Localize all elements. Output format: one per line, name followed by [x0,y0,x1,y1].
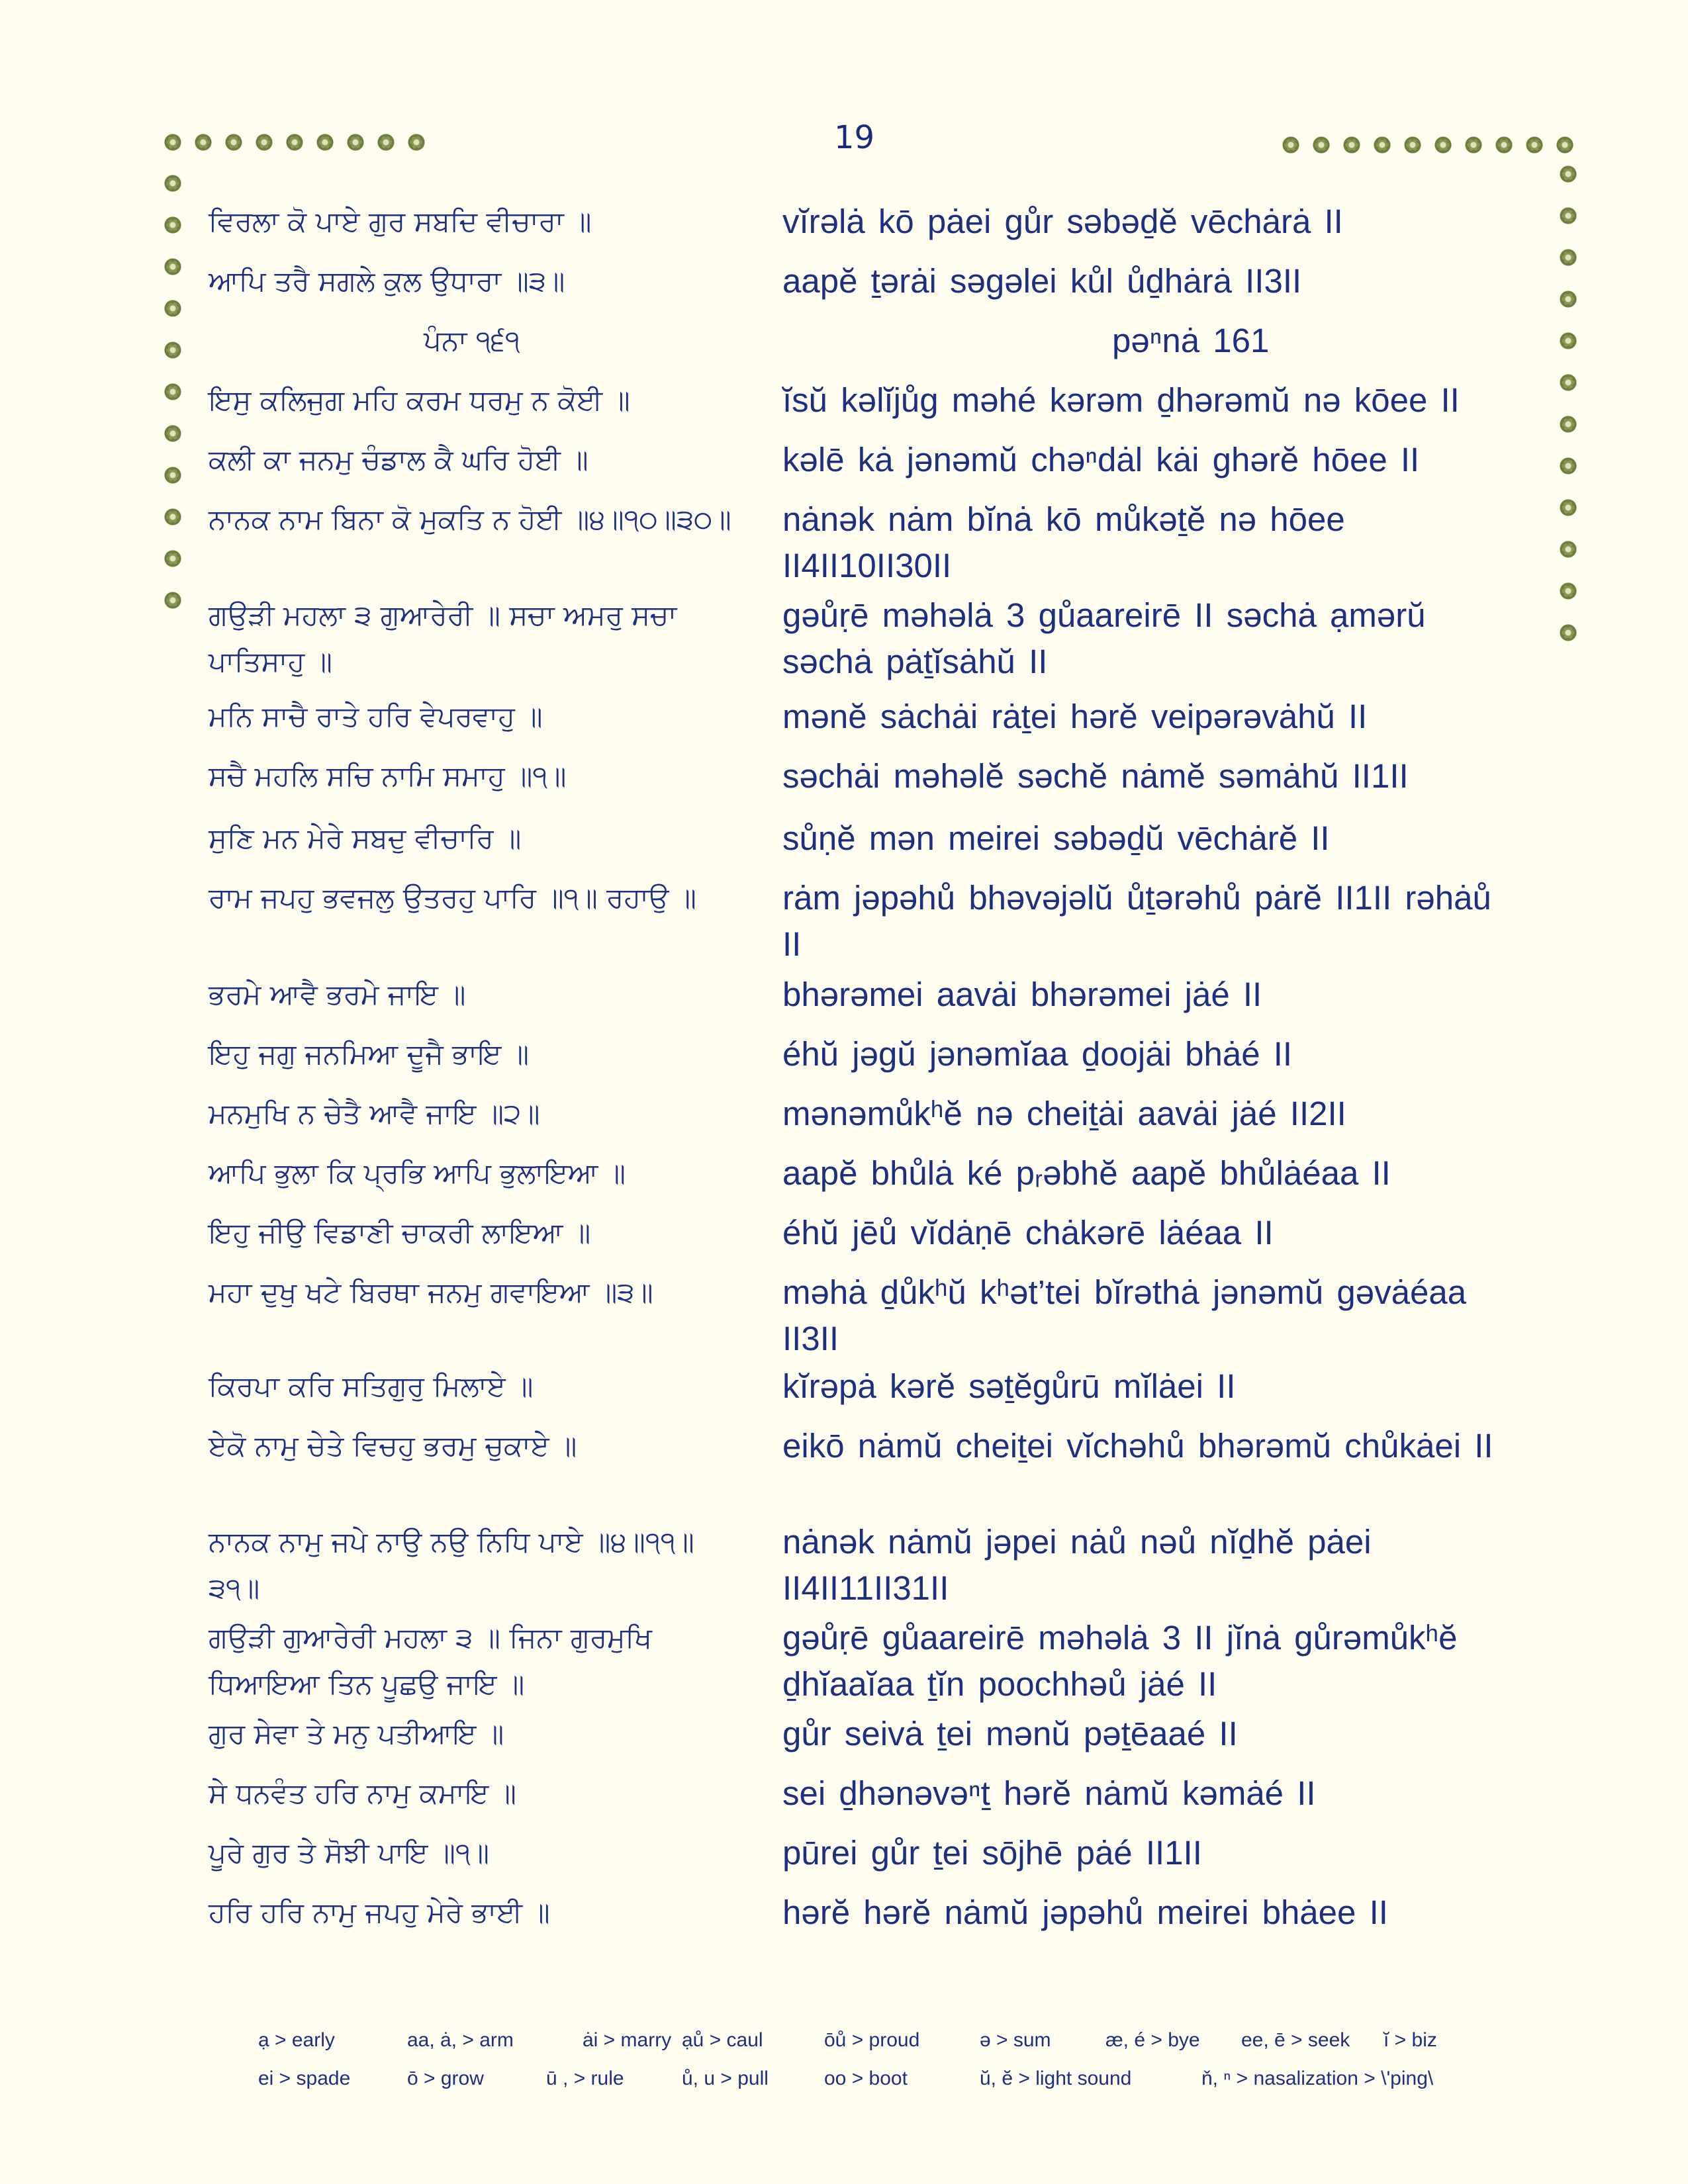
flower-ornament-icon [1558,289,1578,309]
flower-ornament-icon [1524,135,1544,155]
flower-ornament-icon [346,132,365,152]
flower-ornament-icon [163,424,183,443]
flower-ornament-icon [285,132,305,152]
flower-ornament-icon [163,340,183,360]
legend-item: ů, u > pull [682,2068,769,2089]
legend-item: ū , > rule [546,2068,624,2089]
flower-ornament-icon [254,132,274,152]
transliteration-line: səchȧi məhəlĕ səchĕ nȧmĕ səmȧhŭ II1II [782,757,1409,795]
gurmukhi-line: ਭਰਮੇ ਆਵੈ ਭਰਮੇ ਜਾਇ ॥ [209,978,466,1011]
transliteration-page-marker: pəⁿnȧ 161 [1112,322,1270,359]
gurmukhi-line: ਹਰਿ ਹਰਿ ਨਾਮੁ ਜਪਹੁ ਮੇਰੇ ਭਾਈ ॥ [209,1896,550,1929]
flower-ornament-icon [1558,456,1578,476]
legend-item: ĭ > biz [1383,2029,1437,2051]
gurmukhi-line: ਮਨਿ ਸਾਚੈ ਰਾਤੇ ਹਰਿ ਵੇਪਰਵਾਹੁ ॥ [209,700,543,733]
flower-ornament-icon [1558,164,1578,184]
transliteration-line: gəůṛē gůaareirē məhəlȧ 3 II jĭnȧ gůrəmůkʰĕ ḏhĭaaĭaa ṯĭn poochhəů jȧé II [782,1619,1458,1703]
flower-ornament-icon [1464,135,1483,155]
transliteration-line: nȧnək nȧmŭ jəpei nȧů nəů nĭḏhĕ pȧei II4II11II31II [782,1523,1372,1607]
flower-ornament-icon [406,132,426,152]
transliteration-line: rȧm jəpəhů bhəvəjəlŭ ůṯərəhů pȧrĕ II1II rəhȧů II [782,879,1491,963]
page-number: 19 [834,119,875,156]
gurmukhi-line: ਸੁਣਿ ਮਨ ਮੇਰੇ ਸਬਦੁ ਵੀਚਾਰਿ ॥ [209,822,522,854]
ornament-top-right [1281,135,1585,155]
flower-ornament-icon [1558,623,1578,643]
flower-ornament-icon [1281,135,1301,155]
flower-ornament-icon [163,507,183,527]
flower-ornament-icon [1555,135,1575,155]
legend-item: ŭ, ĕ > light sound [980,2068,1132,2089]
flower-ornament-icon [1558,414,1578,434]
gurmukhi-line: ਕਿਰਪਾ ਕਰਿ ਸਤਿਗੁਰੁ ਮਿਲਾਏ ॥ [209,1370,534,1402]
transliteration-line: kĭrəpȧ kərĕ səṯĕgůrū mĭlȧei II [782,1367,1236,1405]
gurmukhi-line: ਇਸੁ ਕਲਿਜੁਗ ਮਹਿ ਕਰਮ ਧਰਮੁ ਨ ਕੋਈ ॥ [209,384,630,416]
legend-item: ōů > proud [824,2029,920,2051]
gurmukhi-line: ਮਨਮੁਖਿ ਨ ਚੇਤੈ ਆਵੈ ਜਾਇ ॥੨॥ [209,1097,540,1130]
flower-ornament-icon [1558,498,1578,518]
legend-item: ō > grow [407,2068,484,2089]
transliteration-line: sei ḏhənəvəⁿṯ hərĕ nȧmŭ kəmȧé II [782,1774,1316,1812]
flower-ornament-icon [224,132,244,152]
flower-ornament-icon [1311,135,1331,155]
gurmukhi-page-marker: ਪੰਨਾ ੧੬੧ [424,324,520,357]
flower-ornament-icon [163,298,183,318]
legend-item: ə > sum [980,2029,1051,2051]
transliteration-line: pūrei gůr ṯei sōjhē pȧé II1II [782,1834,1202,1872]
flower-ornament-icon [1558,248,1578,267]
flower-ornament-icon [163,590,183,610]
gurmukhi-line: ਕਲੀ ਕਾ ਜਨਮੁ ਚੰਡਾਲ ਕੈ ਘਰਿ ਹੋਈ ॥ [209,443,588,476]
gurmukhi-line: ਸੇ ਧਨਵੰਤ ਹਰਿ ਨਾਮੁ ਕਮਾਇ ॥ [209,1777,516,1809]
legend-item: ạ > early [258,2029,335,2051]
gurmukhi-line: ਮਹਾ ਦੁਖੁ ਖਟੇ ਬਿਰਥਾ ਜਨਮੁ ਗਵਾਇਆ ॥੩॥ [209,1276,653,1308]
flower-ornament-icon [1433,135,1453,155]
transliteration-line: éhŭ jəgŭ jənəmĭaa ḏoojȧi bhȧé II [782,1035,1293,1073]
gurmukhi-line: ਰਾਮ ਜਪਹੁ ਭਵਜਲੁ ਉਤਰਹੁ ਪਾਰਿ ॥੧॥ ਰਹਾਉ ॥ [209,882,696,914]
gurmukhi-line: ਗਉੜੀ ਮਹਲਾ ੩ ਗੁਆਰੇਰੀ ॥ ਸਚਾ ਅਮਰੁ ਸਚਾ ਪਾਤਿਸਾਹੁ ॥ [209,599,677,678]
flower-ornament-icon [163,382,183,402]
flower-ornament-icon [1558,206,1578,226]
gurmukhi-line: ਨਾਨਕ ਨਾਮੁ ਜਪੇ ਨਾਉ ਨਉ ਨਿਧਿ ਪਾਏ ॥੪॥੧੧॥੩੧॥ [209,1525,694,1604]
flower-ornament-icon [1494,135,1514,155]
flower-ornament-icon [376,132,396,152]
flower-ornament-icon [1403,135,1423,155]
transliteration-line: nȧnək nȧm bĭnȧ kō můkəṯĕ nə hōee II4II10II30II [782,500,1345,584]
flower-ornament-icon [193,132,213,152]
flower-ornament-icon [163,257,183,277]
flower-ornament-icon [1558,331,1578,351]
legend-row [258,2068,1516,2106]
transliteration-line: gůr seivȧ ṯei mənŭ pəṯēaaé II [782,1715,1238,1752]
transliteration-line: sůṇĕ mən meirei səbəḏŭ vēchȧrĕ II [782,819,1330,857]
transliteration-line: aapĕ ṯərȧi səgəlei kůl ůḏhȧrȧ II3II [782,262,1302,300]
flower-ornament-icon [1372,135,1392,155]
legend-item: ee, ē > seek [1241,2029,1350,2051]
gurmukhi-line: ਨਾਨਕ ਨਾਮ ਬਿਨਾ ਕੋ ਮੁਕਤਿ ਨ ਹੋਈ ॥੪॥੧੦॥੩੦॥ [209,503,731,535]
ornament-right-column [1558,164,1578,664]
legend-item: ň, ⁿ > nasalization > \'ping\ [1201,2068,1434,2089]
gurmukhi-line: ਪੂਰੇ ਗੁਰ ਤੇ ਸੋਝੀ ਪਾਇ ॥੧॥ [209,1837,490,1869]
ornament-top-left [163,132,437,152]
legend-item: ạů > caul [682,2029,763,2051]
transliteration-line: hərĕ hərĕ nȧmŭ jəpəhů meirei bhȧee II [782,1893,1388,1931]
gurmukhi-line: ਇਹੁ ਜੀਉ ਵਿਡਾਣੀ ਚਾਕਰੀ ਲਾਇਆ ॥ [209,1216,591,1249]
flower-ornament-icon [1342,135,1362,155]
transliteration-line: ĭsŭ kəlĭjůg məhé kərəm ḏhərəmŭ nə kōee II [782,381,1460,419]
flower-ornament-icon [163,215,183,235]
transliteration-line: mənĕ sȧchȧi rȧṯei hərĕ veipərəvȧhŭ II [782,698,1368,735]
flower-ornament-icon [163,465,183,485]
flower-ornament-icon [1558,539,1578,559]
legend-item: æ, é > bye [1105,2029,1200,2051]
legend-item: ȧi > marry [583,2029,672,2051]
flower-ornament-icon [163,132,183,152]
transliteration-line: gəůṛē məhəlȧ 3 gůaareirē II səchȧ ạmərŭ səchȧ pȧṯĭsȧhŭ II [782,596,1426,680]
gurmukhi-line: ਸਚੈ ਮਹਲਿ ਸਚਿ ਨਾਮਿ ਸਮਾਹੁ ॥੧॥ [209,760,567,792]
gurmukhi-line: ਆਪਿ ਭੁਲਾ ਕਿ ਪ੍ਰਭਿ ਆਪਿ ਭੁਲਾਇਆ ॥ [209,1157,626,1189]
flower-ornament-icon [315,132,335,152]
transliteration-line: eikō nȧmŭ cheiṯei vĭchəhů bhərəmŭ chůkȧei II [782,1427,1493,1465]
gurmukhi-line: ਇਹੁ ਜਗੁ ਜਨਮਿਆ ਦੂਜੈ ਭਾਇ ॥ [209,1038,530,1070]
transliteration-line: vĭrəlȧ kō pȧei gůr səbəḏĕ vēchȧrȧ II [782,203,1343,240]
legend-item: aa, ȧ, > arm [407,2029,514,2051]
transliteration-line: məhȧ ḏůkʰŭ kʰət’tei bĭrəthȧ jənəmŭ gəvȧéaa II3II [782,1273,1467,1357]
transliteration-line: mənəmůkʰĕ nə cheiṯȧi aavȧi jȧé II2II [782,1095,1346,1132]
flower-ornament-icon [1558,373,1578,392]
gurmukhi-line: ਗੁਰ ਸੇਵਾ ਤੇ ਮਨੁ ਪਤੀਆਇ ॥ [209,1717,504,1750]
flower-ornament-icon [163,549,183,569]
transliteration-line: bhərəmei aavȧi bhərəmei jȧé II [782,976,1262,1013]
flower-ornament-icon [1558,581,1578,601]
legend-row [258,2029,1516,2068]
transliteration-line: éhŭ jēů vĭdȧṇē chȧkərē lȧéaa II [782,1214,1274,1251]
legend-item: ei > spade [258,2068,351,2089]
gurmukhi-line: ਏਕੋ ਨਾਮੁ ਚੇਤੇ ਵਿਚਹੁ ਭਰਮੁ ਚੁਕਾਏ ॥ [209,1430,577,1462]
gurmukhi-line: ਵਿਰਲਾ ਕੋ ਪਾਏ ਗੁਰ ਸਬਦਿ ਵੀਚਾਰਾ ॥ [209,205,592,238]
gurmukhi-line: ਆਪਿ ਤਰੈ ਸਗਲੇ ਕੁਲ ਉਧਾਰਾ ॥੩॥ [209,265,565,297]
legend-item: oo > boot [824,2068,908,2089]
pronunciation-legend [258,2029,1516,2106]
transliteration-line: aapĕ bhůlȧ ké pᵣəbhĕ aapĕ bhůlȧéaa II [782,1154,1391,1192]
flower-ornament-icon [163,173,183,193]
transliteration-line: kəlē kȧ jənəmŭ chəⁿdȧl kȧi ghərĕ hōee II [782,441,1420,478]
gurmukhi-line: ਗਉੜੀ ਗੁਆਰੇਰੀ ਮਹਲਾ ੩ ॥ ਜਿਨਾ ਗੁਰਮੁਖਿ ਧਿਆਇਆ ਤਿਨ ਪੂਛਉ ਜਾਇ ॥ [209,1621,652,1700]
ornament-left-column [163,173,183,632]
